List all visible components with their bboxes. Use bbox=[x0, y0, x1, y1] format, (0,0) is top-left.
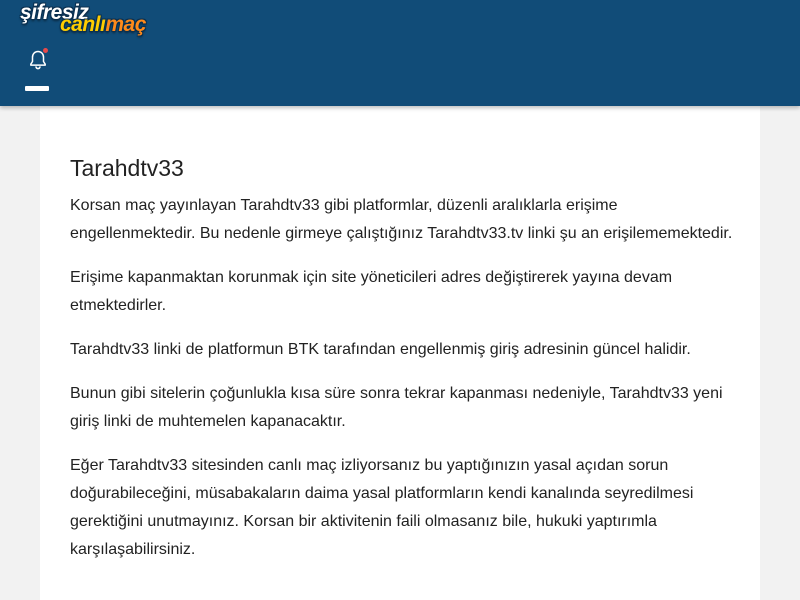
article-paragraph-5: Eğer Tarahdtv33 sitesinden canlı maç izliyorsanız bu yaptığınızın yasal açıdan sorun doğurabileceğini, müsabakaların daima yasal platformların kendi kanalında seyredilmesi gerektiğini unutmayınız. Korsan bir aktivitenin faili olmasanız bile, hukuki yaptırımla karşılaşabilirsiniz. bbox=[70, 457, 694, 558]
site-logo[interactable] bbox=[20, 0, 170, 40]
article-card bbox=[40, 106, 760, 600]
article-paragraph-2: Erişime kapanmaktan korunmak için site yöneticileri adres değiştirerek yayına devam etmektedirler. bbox=[70, 269, 673, 314]
article-body bbox=[70, 154, 740, 580]
notification-dot bbox=[43, 48, 48, 53]
bell-icon[interactable] bbox=[26, 48, 50, 72]
logo-text-line1: şifresiz bbox=[20, 1, 89, 24]
logo-text-mac: maç bbox=[105, 13, 146, 36]
site-header bbox=[0, 0, 800, 106]
article-paragraph-3: Tarahdtv33 linki de platformun BTK tarafından engellenmiş giriş adresinin güncel halidir. bbox=[70, 341, 691, 358]
hamburger-menu-icon[interactable] bbox=[25, 86, 49, 91]
logo-text-line2 bbox=[60, 14, 146, 35]
article-paragraph-4: Bunun gibi sitelerin çoğunlukla kısa süre sonra tekrar kapanması nedeniyle, Tarahdtv33 yeni giriş linki de muhtemelen kapanacaktır. bbox=[70, 385, 723, 430]
article-paragraph-1: Korsan maç yayınlayan Tarahdtv33 gibi platformlar, düzenli aralıklarla erişime engellenmektedir. Bu nedenle girmeye çalıştığınız Tarahdtv33.tv linki şu an erişilememektedir. bbox=[70, 197, 733, 242]
logo-text-canli: canlı bbox=[60, 13, 106, 36]
article-title: Tarahdtv33 bbox=[70, 155, 184, 181]
